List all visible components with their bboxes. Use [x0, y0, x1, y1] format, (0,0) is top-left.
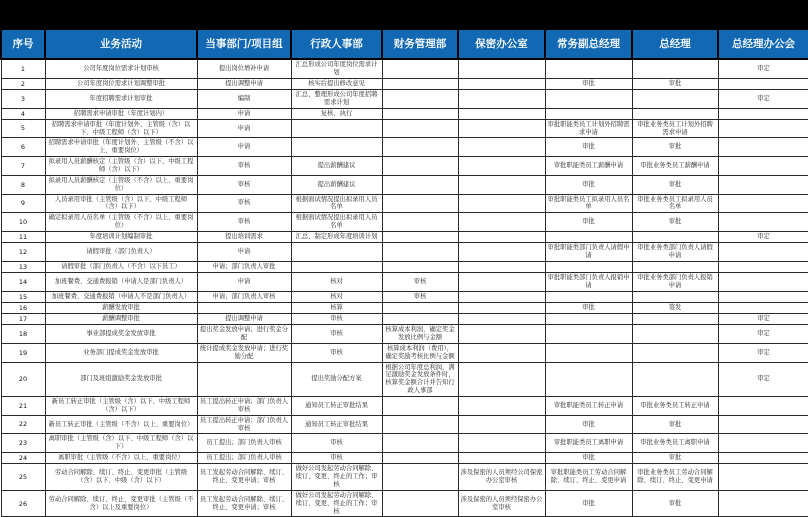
table-cell: 审核 — [382, 291, 458, 302]
table-cell: 薪酬发放审批 — [45, 302, 197, 313]
table-cell: 部门及班组激励奖金发放审批 — [45, 362, 197, 396]
table-cell: 审批 — [632, 138, 718, 157]
table-header-row — [1, 29, 808, 59]
table-cell: 核对 — [291, 291, 382, 302]
table-cell: 审批职能类员工计划外招聘需求申请 — [545, 119, 632, 138]
table-cell — [718, 272, 808, 291]
table-cell: 提出调整申请 — [197, 313, 291, 324]
table-cell — [458, 325, 545, 344]
table-cell: 审批业务类员工转正申请 — [632, 396, 718, 415]
table-cell: 审批 — [545, 302, 632, 313]
table-cell: 提出奖励分配方案 — [291, 362, 382, 396]
table-cell: 审核 — [197, 175, 291, 194]
table-row — [1, 261, 808, 272]
row-number-cell: 18 — [1, 325, 45, 344]
table-row — [1, 89, 808, 108]
table-cell: 审定 — [718, 325, 808, 344]
table-cell: 劳动合同解除、续订、终止、变更审批（主管级（含）以下、中级（含）以下） — [45, 464, 197, 491]
table-cell: 劳动合同解除、续订、终止、变更审批（主管级（不含）以上及重要岗位） — [45, 490, 197, 517]
table-cell: 员工发起劳动合同解除、续订、终止、变更申请；审核 — [197, 490, 291, 517]
row-number-cell: 7 — [1, 157, 45, 176]
table-cell: 新员工转正审批（主管级（不含）以上、重要岗位） — [45, 415, 197, 434]
table-cell — [291, 138, 382, 157]
table-cell — [458, 415, 545, 434]
table-row — [1, 396, 808, 415]
table-cell — [382, 138, 458, 157]
table-cell: 审批职能类部门负责人报销申请 — [545, 272, 632, 291]
row-number-cell: 8 — [1, 175, 45, 194]
table-row — [1, 138, 808, 157]
table-cell: 审批 — [632, 78, 718, 89]
table-cell: 审批业务类员工劳动合同解除、续订、终止、变更申请 — [632, 464, 718, 491]
table-row — [1, 78, 808, 89]
table-cell: 统计提成奖金发放申请；进行奖励分配 — [197, 343, 291, 362]
table-cell — [458, 232, 545, 243]
table-row — [1, 302, 808, 313]
row-number-cell: 1 — [1, 59, 45, 78]
table-row — [1, 464, 808, 491]
table-cell — [382, 59, 458, 78]
row-number-cell: 25 — [1, 464, 45, 491]
table-cell — [382, 119, 458, 138]
table-row — [1, 362, 808, 396]
table-cell — [718, 157, 808, 176]
column-header: 行政人事部 — [291, 29, 382, 59]
table-row — [1, 343, 808, 362]
table-cell: 做好公司发起劳动合同解除、续订、变更、终止的工作；审核 — [291, 490, 382, 517]
table-cell: 审核 — [291, 325, 382, 344]
table-cell — [458, 138, 545, 157]
table-cell: 公司年度岗位需求计划调整审批 — [45, 78, 197, 89]
table-cell: 员工提出；部门负责人审核 — [197, 453, 291, 464]
row-number-cell: 15 — [1, 291, 45, 302]
table-cell — [382, 157, 458, 176]
table-row — [1, 194, 808, 213]
table-cell: 审批 — [632, 175, 718, 194]
row-number-cell: 3 — [1, 89, 45, 108]
row-number-cell: 5 — [1, 119, 45, 138]
table-cell: 审核 — [291, 453, 382, 464]
table-cell: 审批 — [632, 415, 718, 434]
table-row — [1, 453, 808, 464]
table-cell: 汇总、制定形成年度培训计划 — [291, 232, 382, 243]
table-cell — [718, 78, 808, 89]
table-cell: 审核 — [291, 343, 382, 362]
table-row — [1, 313, 808, 324]
table-cell — [197, 302, 291, 313]
column-header: 保密办公室 — [458, 29, 545, 59]
table-cell — [545, 59, 632, 78]
table-cell: 审批职能类部门负责人请假申请 — [545, 243, 632, 262]
table-row — [1, 243, 808, 262]
table-cell: 申请 — [197, 138, 291, 157]
table-cell: 审批职能类员工拟录用人员名单 — [545, 194, 632, 213]
table-cell: 招聘需求申请审批（年度计划外、主管级（不含）以上、重要岗位） — [45, 138, 197, 157]
row-number-cell: 9 — [1, 194, 45, 213]
table-cell — [458, 396, 545, 415]
table-cell: 涉及保密的人员须经保密办公室审核 — [458, 490, 545, 517]
table-cell: 审定 — [718, 313, 808, 324]
table-row — [1, 232, 808, 243]
table-cell: 审定 — [718, 59, 808, 78]
table-cell — [458, 313, 545, 324]
table-cell: 招聘需求申请审批（年度计划内） — [45, 108, 197, 119]
table-cell: 审批业务类员工薪酬申请 — [632, 157, 718, 176]
table-cell — [718, 453, 808, 464]
table-cell — [458, 343, 545, 362]
table-cell — [545, 343, 632, 362]
table-cell: 审定 — [718, 343, 808, 362]
table-cell: 根据面试情况提出拟录用人员名单 — [291, 213, 382, 232]
table-cell: 确定拟录用人员名单（主管级（不含）以上、重要岗位） — [45, 213, 197, 232]
table-cell — [718, 434, 808, 453]
approval-matrix-table-wrap — [0, 28, 808, 517]
table-cell — [458, 453, 545, 464]
table-cell: 审批 — [632, 490, 718, 517]
table-cell: 加班餐费、交通费报销（申请人是部门负责人） — [45, 272, 197, 291]
table-cell — [632, 261, 718, 272]
table-cell — [458, 213, 545, 232]
table-cell: 提出岗位增补申请 — [197, 59, 291, 78]
table-cell — [382, 490, 458, 517]
table-cell — [718, 291, 808, 302]
table-cell: 离职审批（主管级（含）以下、中级工程师（含）以下） — [45, 434, 197, 453]
table-cell — [458, 302, 545, 313]
column-header: 总经理办公会 — [718, 29, 808, 59]
table-cell — [458, 119, 545, 138]
row-number-cell: 2 — [1, 78, 45, 89]
table-cell: 员工发起劳动合同解除、续订、终止、变更申请；审核 — [197, 464, 291, 491]
table-cell — [718, 415, 808, 434]
table-row — [1, 272, 808, 291]
table-cell — [458, 261, 545, 272]
table-cell — [382, 108, 458, 119]
table-cell: 核算 — [291, 302, 382, 313]
table-cell — [291, 119, 382, 138]
table-cell — [545, 108, 632, 119]
table-cell: 审批 — [545, 490, 632, 517]
row-number-cell: 24 — [1, 453, 45, 464]
table-cell: 离职审批（主管级（不含）以上、重要岗位） — [45, 453, 197, 464]
table-cell — [458, 175, 545, 194]
table-cell: 公司年度岗位需求计划审核 — [45, 59, 197, 78]
table-cell — [458, 434, 545, 453]
table-cell — [382, 89, 458, 108]
table-cell — [718, 108, 808, 119]
table-cell — [382, 243, 458, 262]
table-cell: 审批业务类员工离职申请 — [632, 434, 718, 453]
table-cell — [632, 343, 718, 362]
table-cell: 审批职能类员工薪酬申请 — [545, 157, 632, 176]
table-cell: 审核 — [382, 272, 458, 291]
table-cell: 签发 — [632, 302, 718, 313]
column-header: 财务管理部 — [382, 29, 458, 59]
table-cell — [458, 108, 545, 119]
row-number-cell: 21 — [1, 396, 45, 415]
table-row — [1, 291, 808, 302]
table-cell: 审批 — [545, 138, 632, 157]
table-cell: 核算成本利润，确定奖金发放比例与金额 — [382, 325, 458, 344]
table-cell — [632, 325, 718, 344]
row-number-cell: 4 — [1, 108, 45, 119]
table-cell: 年度招聘需求计划审批 — [45, 89, 197, 108]
table-cell — [632, 59, 718, 78]
table-cell — [458, 362, 545, 396]
table-cell: 审核 — [291, 434, 382, 453]
table-cell — [458, 243, 545, 262]
table-cell: 涉及保密的人员须经公司保密办公室审核 — [458, 464, 545, 491]
table-row — [1, 213, 808, 232]
table-cell: 提出奖金发放申请；进行奖金分配 — [197, 325, 291, 344]
table-cell: 审核 — [197, 213, 291, 232]
table-cell: 提出调整申请 — [197, 78, 291, 89]
row-number-cell: 12 — [1, 243, 45, 262]
table-cell: 核实后提出修改意见 — [291, 78, 382, 89]
table-cell: 申请 — [197, 243, 291, 262]
row-number-cell: 16 — [1, 302, 45, 313]
table-cell — [382, 194, 458, 213]
table-cell — [545, 313, 632, 324]
table-cell — [632, 108, 718, 119]
table-cell: 年度培训计划编制审批 — [45, 232, 197, 243]
table-cell — [382, 213, 458, 232]
table-cell — [545, 325, 632, 344]
row-number-cell: 26 — [1, 490, 45, 517]
table-cell — [382, 453, 458, 464]
table-row — [1, 325, 808, 344]
table-cell: 审定 — [718, 89, 808, 108]
table-cell: 审批业务类员工计划外招聘需求申请 — [632, 119, 718, 138]
column-header: 业务活动 — [45, 29, 197, 59]
table-row — [1, 175, 808, 194]
table-cell: 薪酬调整审批 — [45, 313, 197, 324]
row-number-cell: 6 — [1, 138, 45, 157]
table-cell: 申请 — [197, 272, 291, 291]
table-cell — [458, 291, 545, 302]
table-cell — [545, 261, 632, 272]
table-cell — [197, 362, 291, 396]
table-cell: 请假审批（部门负责人） — [45, 243, 197, 262]
table-row — [1, 119, 808, 138]
table-cell — [718, 138, 808, 157]
table-cell — [545, 362, 632, 396]
table-cell: 审核 — [291, 313, 382, 324]
table-cell: 审批业务类员工拟录用人员名单 — [632, 194, 718, 213]
table-cell — [632, 313, 718, 324]
table-cell: 申请；部门负责人审核 — [197, 291, 291, 302]
table-row — [1, 434, 808, 453]
table-cell — [632, 89, 718, 108]
table-cell — [718, 464, 808, 491]
table-cell: 事业部提成奖金发放审批 — [45, 325, 197, 344]
column-header: 常务副总经理 — [545, 29, 632, 59]
table-cell: 做好公司发起劳动合同解除、续订、变更、终止的工作；审核 — [291, 464, 382, 491]
table-cell — [382, 261, 458, 272]
table-cell: 员工提出转正申请；部门负责人审核 — [197, 415, 291, 434]
approval-matrix-table — [0, 28, 808, 517]
table-cell — [458, 157, 545, 176]
table-cell: 审核 — [197, 157, 291, 176]
table-cell: 申请；部门负责人审批 — [197, 261, 291, 272]
table-cell: 核算成本利润（费用），确定奖励考核比例与金额 — [382, 343, 458, 362]
table-cell — [382, 396, 458, 415]
table-cell: 业务部门提成奖金发放审批 — [45, 343, 197, 362]
table-cell: 审核 — [197, 194, 291, 213]
table-cell: 审批业务类部门负责人请假申请 — [632, 243, 718, 262]
table-cell: 提出薪酬建议 — [291, 175, 382, 194]
table-cell: 招聘需求申请审批（年度计划外、主管级（含）以下、中级工程师（含）以下） — [45, 119, 197, 138]
table-cell: 拟录用人员薪酬核定（主管级（不含）以上、重要岗位） — [45, 175, 197, 194]
table-cell: 审批 — [545, 415, 632, 434]
table-cell — [458, 78, 545, 89]
row-number-cell: 14 — [1, 272, 45, 291]
table-cell — [458, 59, 545, 78]
row-number-cell: 23 — [1, 434, 45, 453]
table-cell — [632, 232, 718, 243]
table-cell: 审批 — [632, 453, 718, 464]
table-cell — [632, 362, 718, 396]
table-cell: 审批 — [545, 453, 632, 464]
table-cell — [718, 261, 808, 272]
row-number-cell: 13 — [1, 261, 45, 272]
table-cell: 员工提出；部门负责人审核 — [197, 434, 291, 453]
table-cell — [545, 291, 632, 302]
table-cell: 提出培训需求 — [197, 232, 291, 243]
table-cell — [382, 78, 458, 89]
table-cell — [291, 261, 382, 272]
table-cell — [718, 194, 808, 213]
table-cell: 申请 — [197, 119, 291, 138]
table-row — [1, 157, 808, 176]
table-cell: 新员工转正审批（主管级（含）以下、中级工程师（含）以下） — [45, 396, 197, 415]
table-cell — [382, 232, 458, 243]
table-cell — [545, 89, 632, 108]
table-cell: 审批职能类员工离职申请 — [545, 434, 632, 453]
table-cell — [458, 89, 545, 108]
row-number-cell: 22 — [1, 415, 45, 434]
row-number-cell: 11 — [1, 232, 45, 243]
table-cell: 汇总形成公司年度岗位需求计划 — [291, 59, 382, 78]
table-body — [1, 59, 808, 517]
table-cell: 汇总、整理形成公司年度招聘需求计划 — [291, 89, 382, 108]
table-cell: 员工提出转正申请；部门负责人审核 — [197, 396, 291, 415]
table-cell — [632, 291, 718, 302]
table-cell: 通知员工转正审批结果 — [291, 415, 382, 434]
table-cell: 审批 — [632, 213, 718, 232]
table-cell: 根据面试情况提出拟录用人员名单 — [291, 194, 382, 213]
table-cell — [291, 243, 382, 262]
table-cell: 编制 — [197, 89, 291, 108]
table-cell — [718, 213, 808, 232]
table-cell: 审批职能类员工劳动合同解除、续订、终止、变更申请 — [545, 464, 632, 491]
table-cell: 根据公司年度总利润，满足激励奖金发放条件时，核算奖金额合计并告知行政人事部 — [382, 362, 458, 396]
table-cell: 审定 — [718, 362, 808, 396]
table-cell — [382, 464, 458, 491]
table-cell — [545, 232, 632, 243]
table-cell — [718, 490, 808, 517]
table-cell: 拟录用人员薪酬核定（主管级（含）以下、中级工程师（含）以下） — [45, 157, 197, 176]
table-cell: 通知员工转正审批结果 — [291, 396, 382, 415]
table-cell: 审定 — [718, 232, 808, 243]
table-cell: 审批职能类员工转正申请 — [545, 396, 632, 415]
table-cell — [382, 313, 458, 324]
row-number-cell: 19 — [1, 343, 45, 362]
table-cell — [718, 175, 808, 194]
table-cell: 审批业务类部门负责人报销申请 — [632, 272, 718, 291]
table-cell: 核对 — [291, 272, 382, 291]
row-number-cell: 17 — [1, 313, 45, 324]
table-cell — [382, 302, 458, 313]
table-cell — [718, 302, 808, 313]
table-cell — [718, 396, 808, 415]
table-cell — [382, 415, 458, 434]
table-cell: 加班餐费、交通费报销（申请人不是部门负责人） — [45, 291, 197, 302]
table-cell: 审批 — [545, 213, 632, 232]
table-cell — [458, 272, 545, 291]
row-number-cell: 20 — [1, 362, 45, 396]
column-header: 当事部门/项目组 — [197, 29, 291, 59]
table-cell: 复核、执行 — [291, 108, 382, 119]
table-cell — [382, 175, 458, 194]
table-cell: 提出薪酬建议 — [291, 157, 382, 176]
table-row — [1, 415, 808, 434]
table-cell — [382, 434, 458, 453]
column-header: 序号 — [1, 29, 45, 59]
row-number-cell: 10 — [1, 213, 45, 232]
table-cell: 审批 — [545, 78, 632, 89]
column-header: 总经理 — [632, 29, 718, 59]
table-row — [1, 108, 808, 119]
table-cell — [718, 119, 808, 138]
table-cell: 请假审批（部门负责人（不含）以下员工） — [45, 261, 197, 272]
table-row — [1, 59, 808, 78]
table-cell: 审批 — [545, 175, 632, 194]
table-cell: 申请 — [197, 108, 291, 119]
table-cell — [718, 243, 808, 262]
table-row — [1, 490, 808, 517]
table-cell — [458, 194, 545, 213]
table-cell: 人员录用审批（主管级（含）以下、中级工程师（含）以下） — [45, 194, 197, 213]
